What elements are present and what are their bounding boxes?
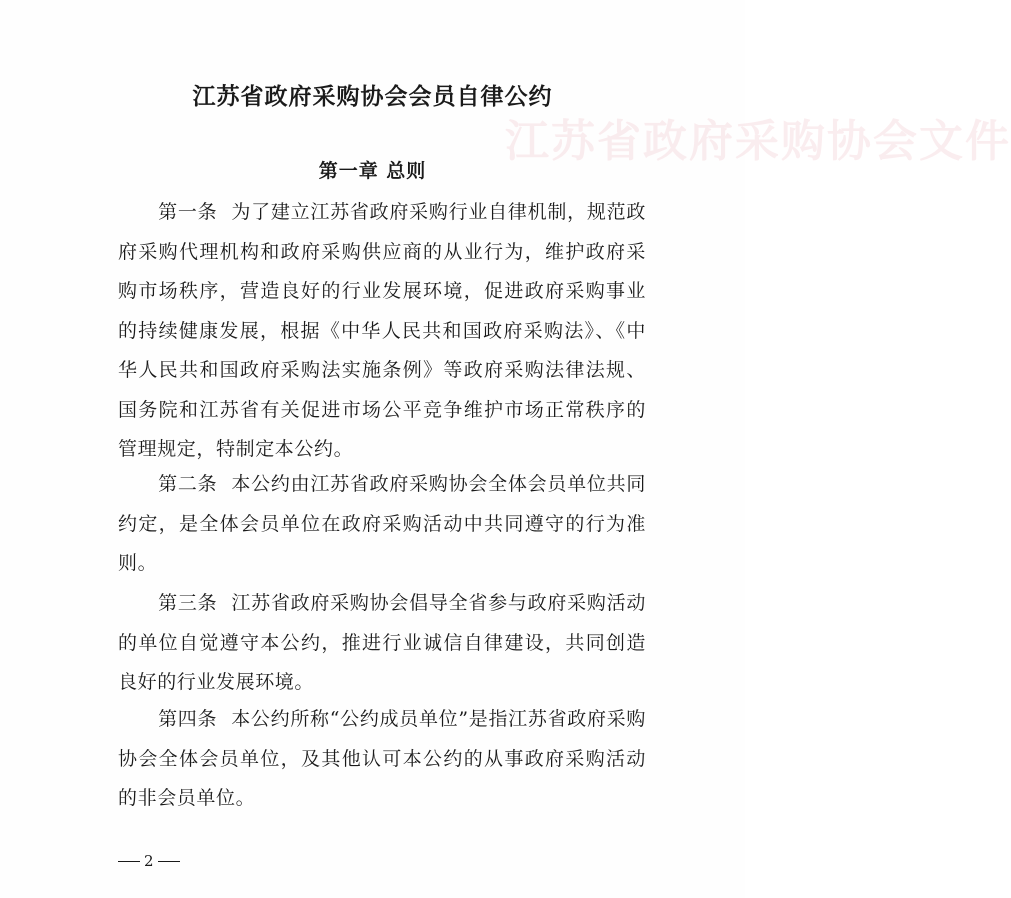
article-text: 江苏省政府采购协会倡导全省参与政府采购活动的单位自觉遵守本公约，推进行业诚信自律建设，共同创造良好的行业发展环境。 — [118, 592, 646, 693]
article-label: 第三条 — [158, 592, 218, 614]
page-number-dash-left — [118, 861, 140, 862]
document-title: 江苏省政府采购协会会员自律公约 — [192, 84, 553, 110]
page-number-value: 2 — [144, 852, 154, 870]
article-1 — [118, 193, 646, 470]
page-number — [118, 852, 180, 870]
article-4 — [118, 700, 646, 819]
article-label: 第二条 — [158, 473, 218, 495]
watermark-stamp: 江苏省政府采购协会文件 — [505, 116, 1011, 167]
article-label: 第一条 — [158, 201, 218, 223]
article-text: 为了建立江苏省政府采购行业自律机制，规范政府采购代理机构和政府采购供应商的从业行为，维护政府采购市场秩序，营造良好的行业发展环境，促进政府采购事业的持续健康发展，根据《中华人民共和国政府采购法》、《中华人民共和国政府采购法实施条例》等政府采购法律法规、国务院和江苏省有关促进市场公平竞争维护市场正常秩序的管理规定，特制定本公约。 — [118, 201, 646, 460]
chapter-heading: 第一章 总则 — [318, 160, 427, 182]
article-text: 本公约由江苏省政府采购协会全体会员单位共同约定，是全体会员单位在政府采购活动中共同遵守的行为准则。 — [118, 473, 646, 574]
article-label: 第四条 — [158, 708, 218, 730]
page-number-dash-right — [158, 861, 180, 862]
article-3 — [118, 584, 646, 703]
article-2 — [118, 465, 646, 584]
article-text: 本公约所称“公约成员单位”是指江苏省政府采购协会全体会员单位，及其他认可本公约的从事政府采购活动的非会员单位。 — [118, 708, 646, 809]
